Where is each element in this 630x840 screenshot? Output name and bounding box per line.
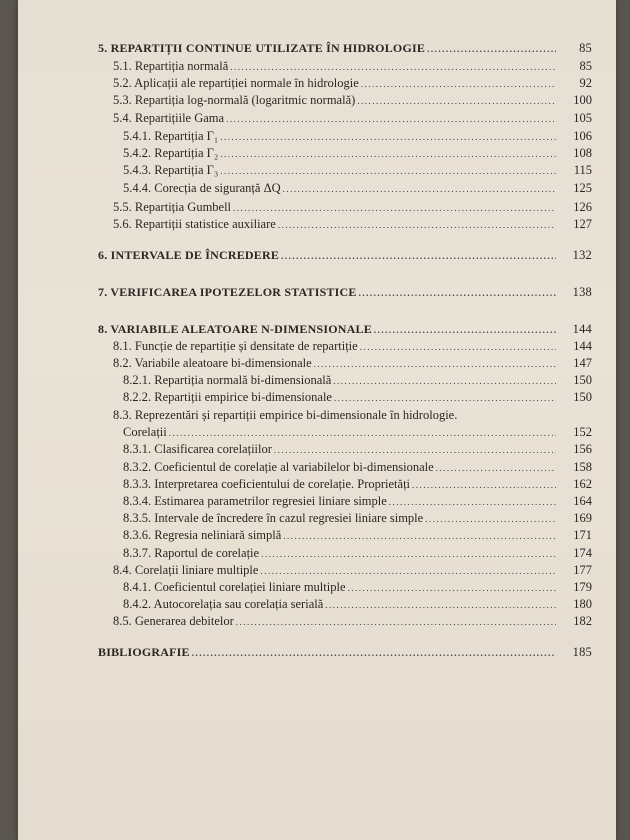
toc-entry bbox=[98, 285, 592, 300]
dot-leader bbox=[220, 164, 556, 178]
toc-entry bbox=[123, 425, 592, 440]
toc-page-number: 164 bbox=[573, 494, 592, 508]
toc-entry-title: 8.3. Reprezentări și repartiții empirice bi-dimensionale în hidrologie. bbox=[113, 408, 458, 422]
toc-entry bbox=[123, 442, 592, 457]
toc-entry bbox=[113, 76, 592, 91]
toc-entry-title: 8.3.7. Raportul de corelație bbox=[123, 546, 260, 560]
toc-entry-title: 8.3.3. Interpretarea coeficientului de corelație. Proprietăți bbox=[123, 477, 411, 491]
dot-leader bbox=[412, 478, 556, 492]
dot-leader bbox=[220, 147, 556, 161]
dot-leader bbox=[436, 461, 556, 475]
table-of-contents bbox=[18, 0, 616, 840]
toc-entry bbox=[113, 614, 592, 629]
toc-entry bbox=[113, 111, 592, 126]
toc-entry bbox=[123, 146, 592, 161]
toc-entry bbox=[98, 248, 592, 263]
toc-entry-title: 7. VERIFICAREA IPOTEZELOR STATISTICE bbox=[98, 285, 357, 299]
toc-page-number: 92 bbox=[579, 76, 592, 90]
toc-entry bbox=[123, 163, 592, 178]
toc-entry bbox=[123, 129, 592, 144]
dot-leader bbox=[389, 495, 556, 509]
dot-leader bbox=[169, 426, 556, 440]
toc-page-number: 144 bbox=[572, 322, 592, 336]
toc-entry-title: 8.4. Corelații liniare multiple bbox=[113, 563, 259, 577]
toc-page-number: 150 bbox=[573, 390, 592, 404]
dot-leader bbox=[283, 529, 556, 543]
toc-page-number: 115 bbox=[573, 163, 592, 177]
dot-leader bbox=[334, 391, 556, 405]
toc-entry bbox=[98, 322, 592, 337]
dot-leader bbox=[325, 598, 556, 612]
dot-leader bbox=[359, 286, 556, 300]
toc-entry bbox=[113, 563, 592, 578]
toc-entry-title: 5.4.3. Repartiția Γ₃ bbox=[123, 163, 219, 177]
dot-leader bbox=[236, 615, 556, 629]
toc-entry-title: 8.2. Variabile aleatoare bi-dimensionale bbox=[113, 356, 312, 370]
dot-leader bbox=[361, 77, 556, 91]
toc-entry-title: 8.4.2. Autocorelația sau corelația serială bbox=[123, 597, 324, 611]
toc-entry bbox=[123, 390, 592, 405]
dot-leader bbox=[192, 646, 556, 660]
toc-page-number: 144 bbox=[573, 339, 592, 353]
toc-entry bbox=[113, 93, 592, 108]
dot-leader bbox=[357, 94, 556, 108]
toc-page-number: 85 bbox=[579, 59, 592, 73]
toc-entry bbox=[123, 597, 592, 612]
toc-page-number: 127 bbox=[573, 217, 592, 231]
toc-entry bbox=[123, 511, 592, 526]
toc-entry-title: 8.1. Funcție de repartiție și densitate de repartiție bbox=[113, 339, 358, 353]
toc-page-number: 100 bbox=[573, 93, 592, 107]
dot-leader bbox=[278, 218, 556, 232]
dot-leader bbox=[281, 249, 556, 263]
toc-entry bbox=[123, 494, 592, 509]
toc-entry-title: 5.2. Aplicații ale repartiției normale în hidrologie bbox=[113, 76, 359, 90]
toc-entry-title: Corelații bbox=[123, 425, 167, 439]
toc-page-number: 156 bbox=[573, 442, 592, 456]
toc-page-number: 132 bbox=[572, 248, 592, 262]
toc-entry-title: 8.4.1. Coeficientul corelației liniare multiple bbox=[123, 580, 346, 594]
toc-entry-title: 8. VARIABILE ALEATOARE N-DIMENSIONALE bbox=[98, 322, 372, 336]
dot-leader bbox=[233, 201, 556, 215]
toc-page-number: 147 bbox=[573, 356, 592, 370]
toc-entry bbox=[123, 460, 592, 475]
toc-entry bbox=[113, 356, 592, 371]
toc-entry bbox=[123, 546, 592, 561]
toc-entry bbox=[113, 408, 558, 422]
toc-page-number: 169 bbox=[573, 511, 592, 525]
toc-page-number: 182 bbox=[573, 614, 592, 628]
toc-page-number: 105 bbox=[573, 111, 592, 125]
toc-page-number: 106 bbox=[573, 129, 592, 143]
toc-entry-title: 8.3.2. Coeficientul de corelație al variabilelor bi-dimensionale bbox=[123, 460, 434, 474]
toc-page-number: 125 bbox=[573, 181, 592, 195]
dot-leader bbox=[283, 182, 556, 196]
dot-leader bbox=[261, 547, 556, 561]
toc-entry bbox=[98, 41, 592, 56]
book-page bbox=[18, 0, 616, 840]
toc-entry-title: 5.4.4. Corecția de siguranță ΔQ bbox=[123, 181, 281, 195]
toc-page-number: 152 bbox=[573, 425, 592, 439]
toc-page-number: 174 bbox=[573, 546, 592, 560]
dot-leader bbox=[425, 512, 556, 526]
toc-entry bbox=[123, 373, 592, 388]
toc-page-number: 126 bbox=[573, 200, 592, 214]
toc-entry bbox=[113, 59, 592, 74]
toc-page-number: 177 bbox=[573, 563, 592, 577]
dot-leader bbox=[260, 564, 556, 578]
toc-page-number: 85 bbox=[579, 41, 592, 55]
toc-page-number: 180 bbox=[573, 597, 592, 611]
dot-leader bbox=[374, 323, 556, 337]
toc-entry-title: BIBLIOGRAFIE bbox=[98, 645, 190, 659]
dot-leader bbox=[333, 374, 556, 388]
toc-entry bbox=[123, 181, 592, 196]
toc-entry bbox=[123, 580, 592, 595]
dot-leader bbox=[230, 60, 556, 74]
toc-page-number: 150 bbox=[573, 373, 592, 387]
toc-entry-title: 5. REPARTIȚII CONTINUE UTILIZATE ÎN HIDROLOGIE bbox=[98, 41, 426, 55]
toc-page-number: 185 bbox=[572, 645, 592, 659]
toc-page-number: 158 bbox=[573, 460, 592, 474]
toc-entry-title: 5.5. Repartiția Gumbell bbox=[113, 200, 232, 214]
dot-leader bbox=[314, 357, 556, 371]
toc-entry bbox=[123, 477, 592, 492]
toc-entry-title: 5.1. Repartiția normală bbox=[113, 59, 229, 73]
dot-leader bbox=[226, 112, 556, 126]
dot-leader bbox=[220, 130, 556, 144]
toc-entry bbox=[98, 645, 592, 660]
toc-entry-title: 8.3.1. Clasificarea corelațiilor bbox=[123, 442, 272, 456]
toc-page-number: 138 bbox=[572, 285, 592, 299]
toc-entry-title: 8.5. Generarea debitelor bbox=[113, 614, 234, 628]
toc-page-number: 108 bbox=[573, 146, 592, 160]
toc-entry-title: 5.4.1. Repartiția Γ₁ bbox=[123, 129, 219, 143]
toc-entry bbox=[113, 200, 592, 215]
toc-entry-title: 6. INTERVALE DE ÎNCREDERE bbox=[98, 248, 280, 262]
toc-page-number: 179 bbox=[573, 580, 592, 594]
toc-entry bbox=[123, 528, 592, 543]
toc-entry-title: 8.2.2. Repartiții empirice bi-dimensionale bbox=[123, 390, 332, 404]
dot-leader bbox=[348, 581, 557, 595]
toc-entry-title: 8.3.4. Estimarea parametrilor regresiei liniare simple bbox=[123, 494, 387, 508]
dot-leader bbox=[427, 42, 556, 56]
toc-page-number: 171 bbox=[573, 528, 592, 542]
toc-entry-title: 5.6. Repartiții statistice auxiliare bbox=[113, 217, 276, 231]
toc-entry-title: 8.3.5. Intervale de încredere în cazul regresiei liniare simple bbox=[123, 511, 424, 525]
toc-entry-title: 5.4.2. Repartiția Γ₂ bbox=[123, 146, 219, 160]
dot-leader bbox=[274, 443, 556, 457]
toc-entry-title: 8.2.1. Repartiția normală bi-dimensională bbox=[123, 373, 332, 387]
toc-entry-title: 5.4. Repartițiile Gama bbox=[113, 111, 225, 125]
toc-entry bbox=[113, 339, 592, 354]
dot-leader bbox=[360, 340, 556, 354]
toc-entry bbox=[113, 217, 592, 232]
toc-entry-title: 5.3. Repartiția log-normală (logaritmic normală) bbox=[113, 93, 356, 107]
toc-entry-title: 8.3.6. Regresia neliniară simplă bbox=[123, 528, 282, 542]
toc-page-number: 162 bbox=[573, 477, 592, 491]
